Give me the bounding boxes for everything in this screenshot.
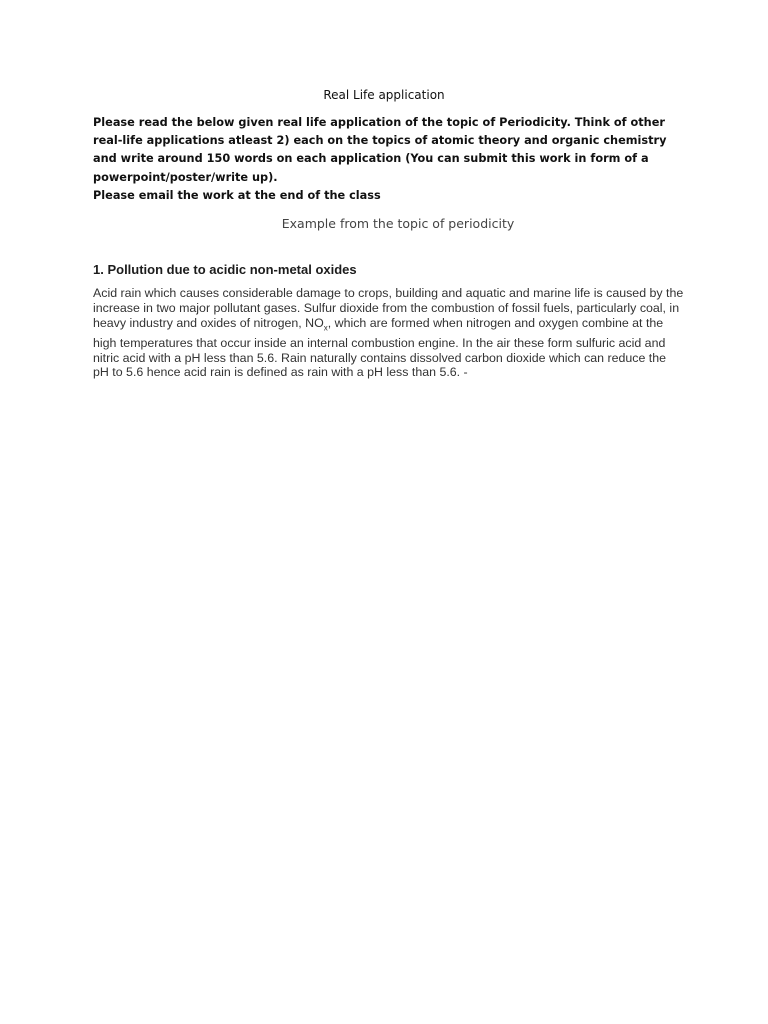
section-body-text-start: Acid rain which causes considerable damage to crops, building and aquatic and marine life is caused by the increase in two major pollutant gases. Sulfur dioxide from the combustion of fossil fuels, particularly coal, in heavy industry and oxides of nitrogen, NO	[93, 286, 684, 330]
section-body-text-end: , which are formed when nitrogen and oxygen combine at the high temperatures that occur inside an internal combustion engine. In the air these form sulfuric acid and nitric acid with a pH less than 5.6. Rain naturally contains dissolved carbon dioxide which can reduce the pH to 5.6 hence acid rain is defined as rain with a pH less than 5.6. -	[93, 315, 667, 380]
example-heading: Example from the topic of periodicity	[281, 216, 515, 231]
section-body	[93, 286, 685, 380]
document-title: Real Life application	[323, 88, 445, 102]
instructions-paragraph: Please read the below given real life application of the topic of Periodicity. Think of other real-life applications atleast 2) each on the topics of atomic theory and organic chemistry and write around 150 words on each application (You can submit this work in form of a powerpoint/poster/write up).	[93, 116, 667, 184]
instructions-email-line: Please email the work at the end of the class	[93, 188, 381, 202]
nox-subscript: x	[323, 323, 328, 333]
section-heading: 1. Pollution due to acidic non-metal oxides	[93, 262, 357, 277]
instructions-block	[93, 114, 683, 205]
